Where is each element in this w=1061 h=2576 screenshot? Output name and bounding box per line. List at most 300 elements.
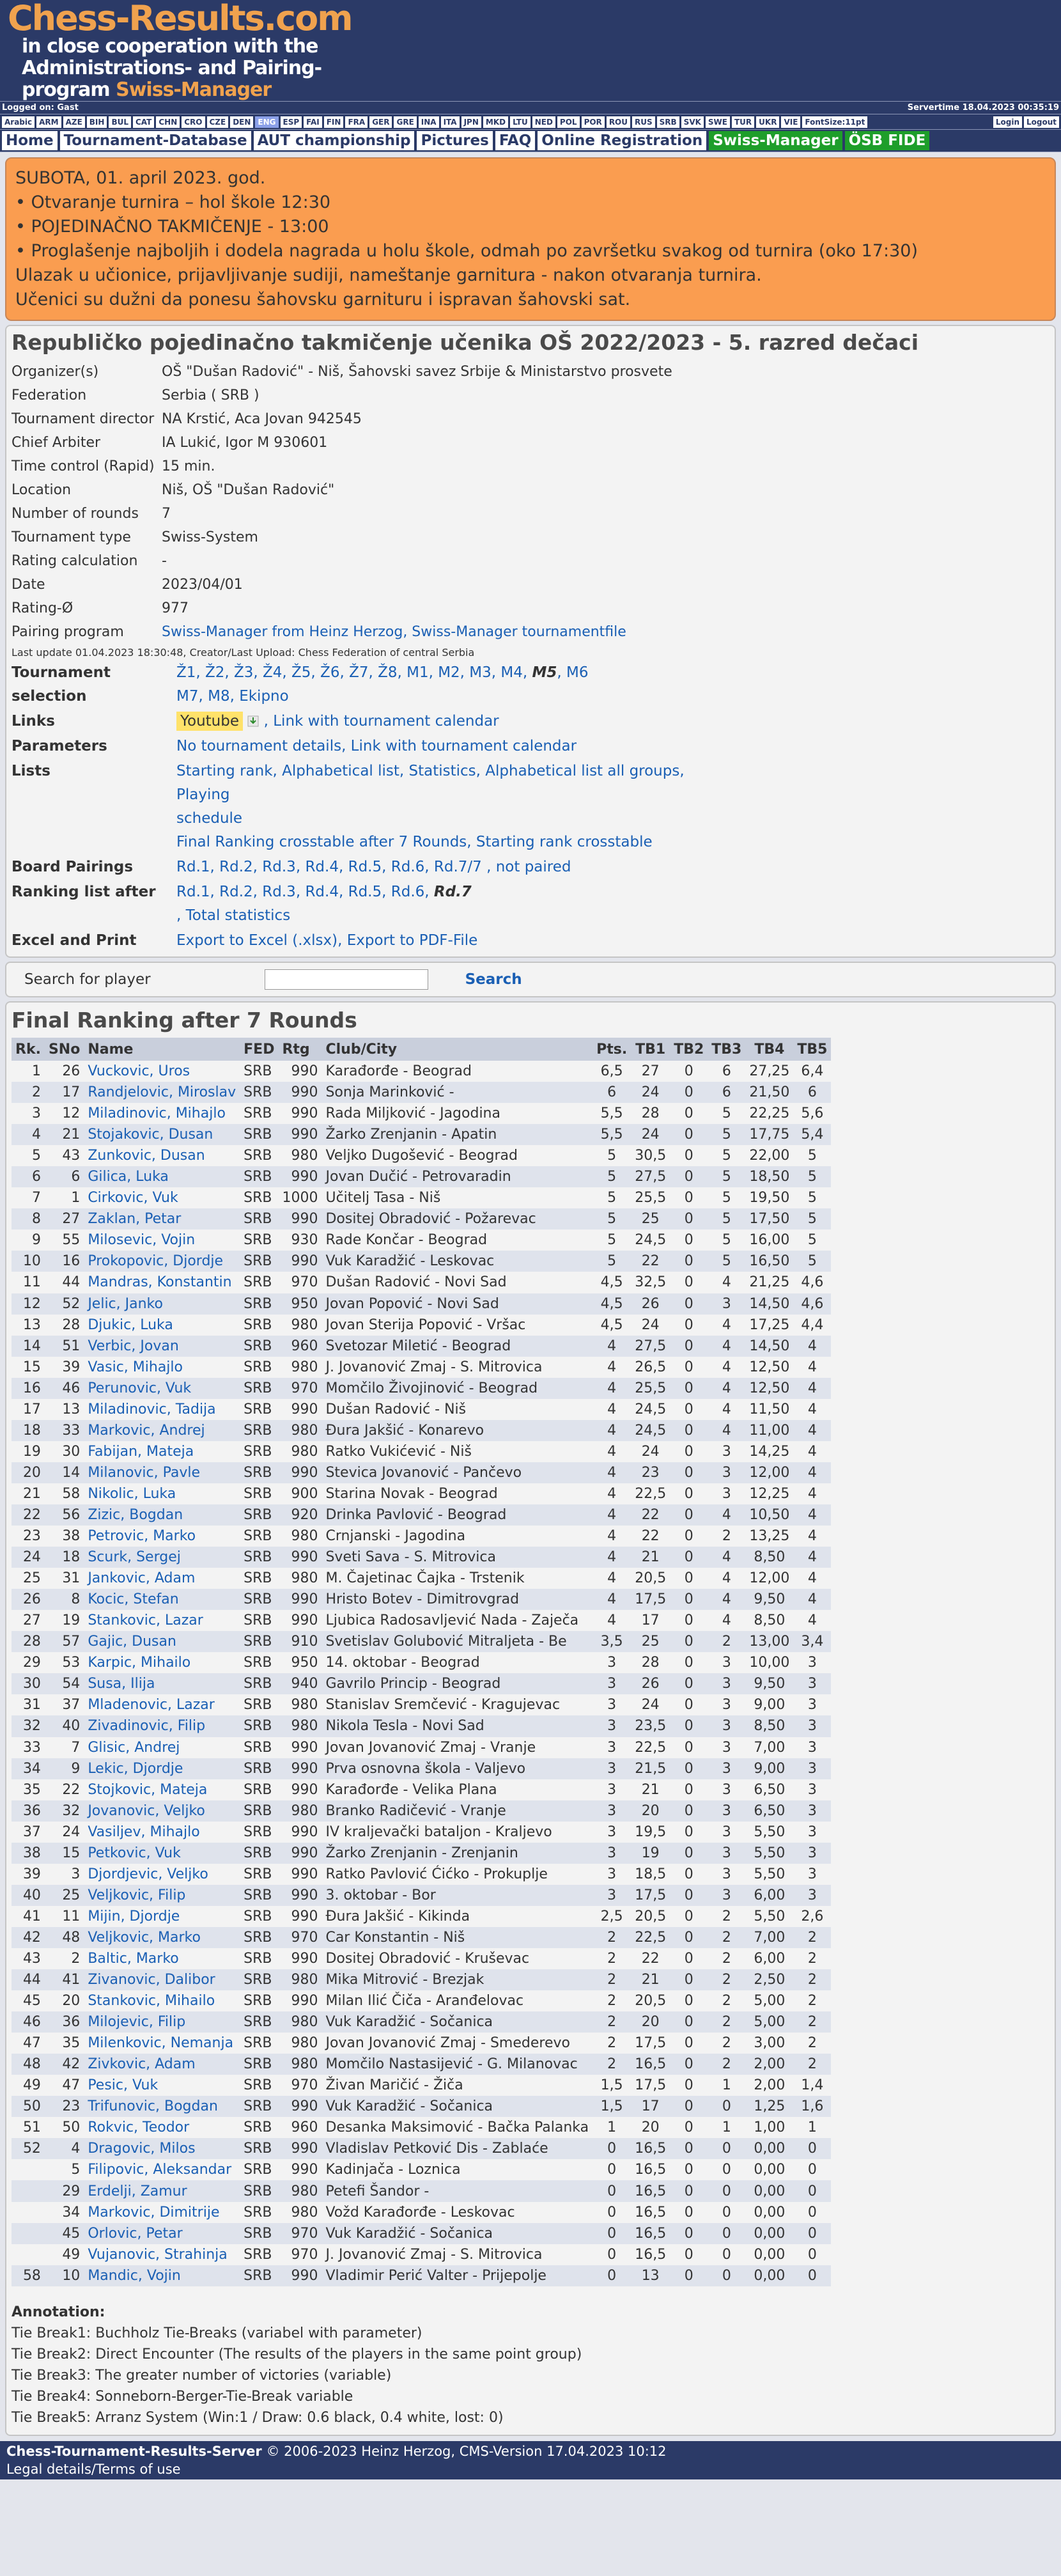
player-name-link[interactable]: Stankovic, Mihailo (88, 1993, 215, 2010)
table-row (12, 1208, 831, 1229)
player-name-link[interactable]: Milojevic, Filip (84, 2011, 240, 2033)
cell-tb4: 5,50 (754, 1823, 786, 1840)
player-name-link[interactable]: Milenkovic, Nemanja (88, 2035, 234, 2052)
column-header-sno[interactable]: SNo (45, 1038, 84, 1061)
player-name-link[interactable]: Zizic, Bogdan (84, 1504, 240, 1526)
cell-rtg: 990 (278, 2096, 321, 2117)
player-name-link[interactable]: Miladinovic, Mihajlo (88, 1105, 226, 1122)
player-name-link[interactable]: Fabijan, Mateja (88, 1443, 194, 1460)
info-label: Federation (12, 387, 87, 403)
cell-pts: 2 (607, 1950, 617, 1967)
language-gre[interactable]: GRE (394, 116, 416, 128)
table-row (12, 2244, 831, 2265)
cell-pts: 2 (592, 2011, 631, 2033)
language-srb[interactable]: SRB (657, 116, 679, 128)
tournament-selection-link-list2[interactable]: M7, M8, Ekipno (176, 688, 289, 705)
table-row (12, 2033, 831, 2054)
cell-tb1: 30,5 (635, 1148, 667, 1164)
column-header-fed[interactable]: FED (240, 1038, 278, 1061)
cell-rtg: 990 (278, 2138, 321, 2159)
table-row (12, 1145, 831, 1166)
cell-tb5: 4 (807, 1485, 817, 1502)
cell-tb4: 2,00 (754, 2077, 786, 2094)
column-header-tb4[interactable]: TB4 (745, 1038, 793, 1061)
cell-sno: 47 (62, 2077, 81, 2094)
table-row (12, 1462, 831, 1483)
cell-tb3: 3 (722, 1739, 731, 1756)
cell-tb1: 21 (631, 1969, 670, 1990)
language-ger[interactable]: GER (369, 116, 392, 128)
player-name-link[interactable]: Erdelji, Zamur (84, 2180, 240, 2201)
language-rou[interactable]: ROU (607, 116, 630, 128)
player-name-link[interactable]: Milanovic, Pavle (84, 1462, 240, 1483)
cell-fed: SRB (244, 1063, 272, 1080)
cell-sno: 1 (71, 1190, 81, 1206)
cell-fed: SRB (240, 2265, 278, 2286)
language-fontsize11pt[interactable]: FontSize:11pt (802, 116, 867, 128)
cell-tb3: 4 (722, 1570, 731, 1587)
language-arabic[interactable]: Arabic (2, 116, 35, 128)
cell-rtg: 990 (291, 1401, 318, 1417)
player-name-link[interactable]: Mandic, Vojin (84, 2265, 240, 2286)
table-row (12, 1547, 831, 1568)
column-header-name[interactable]: Name (84, 1038, 240, 1061)
column-header-tb3[interactable]: TB3 (708, 1038, 745, 1061)
cell-rk: 12 (12, 1293, 45, 1315)
cell-tb1: 26,5 (635, 1359, 667, 1375)
search-button[interactable]: Search (465, 971, 522, 988)
cell-fed: SRB (240, 1293, 278, 1315)
cell-sno: 55 (62, 1232, 81, 1249)
cell-tb5: 2 (807, 2035, 817, 2052)
cell-tb2: 0 (684, 1781, 693, 1798)
cell-tb2: 0 (670, 1124, 708, 1145)
cell-sno: 35 (62, 2035, 81, 2052)
cell-rk: 25 (22, 1570, 41, 1587)
cell-rtg: 990 (291, 1823, 318, 1840)
cell-rk: 5 (31, 1148, 41, 1164)
cell-clubcity: Nikola Tesla - Novi Sad (321, 1715, 592, 1737)
language-fai[interactable]: FAI (304, 116, 322, 128)
cell-fed: SRB (240, 1462, 278, 1483)
cell-sno: 45 (45, 2223, 84, 2244)
menu-swiss-manager[interactable]: Swiss-Manager (709, 131, 842, 150)
player-name-link[interactable]: Vujanovic, Strahinja (88, 2246, 228, 2263)
links-row (12, 710, 1049, 733)
player-name-link[interactable]: Dragovic, Milos (84, 2138, 240, 2159)
cell-fed: SRB (244, 1993, 272, 2010)
player-name-link[interactable]: Zivkovic, Adam (84, 2054, 240, 2075)
cell-sno: 4 (45, 2138, 84, 2159)
cell-pts: 2 (607, 1993, 617, 2010)
cell-tb2: 0 (670, 1547, 708, 1568)
language-ita[interactable]: ITA (441, 116, 460, 128)
cell-rk: 19 (22, 1443, 41, 1460)
cell-sno: 20 (62, 1993, 81, 2010)
tournament-notice (5, 157, 1056, 321)
table-row (12, 1990, 831, 2011)
menu-pictures[interactable]: Pictures (417, 131, 492, 150)
cell-pts: 4 (592, 1462, 631, 1483)
cell-tb3: 2 (722, 1528, 731, 1545)
cell-fed: SRB (244, 2162, 272, 2178)
tournament-selection-link-list[interactable]: Ž1, Ž2, Ž3, Ž4, Ž5, Ž6, Ž7, Ž8, M1, M2, M3, M4, (176, 664, 532, 681)
cell-clubcity: Đura Jakšić - Kikinda (325, 1908, 470, 1924)
logo-line2: Administrations- and Pairing- (22, 57, 322, 79)
logged-on-status: Logged on: Gast (2, 103, 79, 113)
menu-home[interactable]: Home (2, 131, 58, 150)
table-row (12, 1737, 831, 1758)
cell-sno: 10 (45, 2265, 84, 2286)
annotation-lines (12, 2323, 1049, 2428)
table-row (12, 1800, 831, 1822)
cell-fed: SRB (244, 1739, 272, 1756)
cell-rk: 6 (12, 1166, 45, 1187)
cell-tb4: 10,00 (749, 1655, 790, 1671)
cell-clubcity: Svetislav Golubović Mitraljeta - Be (321, 1631, 592, 1652)
cell-tb2: 0 (670, 2265, 708, 2286)
cell-rtg: 990 (278, 2265, 321, 2286)
cell-clubcity: Vladimir Perić Valter - Prijepolje (321, 2265, 592, 2286)
player-name-link[interactable]: Markovic, Andrej (84, 1420, 240, 1441)
language-rus[interactable]: RUS (632, 116, 655, 128)
table-row (12, 2223, 831, 2244)
cell-clubcity: Karađorđe - Velika Plana (325, 1781, 497, 1798)
cell-clubcity: Žarko Zrenjanin - Zrenjanin (321, 1843, 592, 1864)
cell-rtg: 980 (291, 1443, 318, 1460)
player-name-link[interactable]: Zunkovic, Dusan (88, 1148, 205, 1164)
ranking-table-header (12, 1038, 831, 1061)
cell-rtg: 980 (291, 2204, 318, 2221)
info-row (12, 502, 1049, 526)
lists-link-line2[interactable]: schedule (176, 810, 243, 827)
player-name-link[interactable]: Stankovic, Lazar (88, 1612, 203, 1629)
language-ina[interactable]: INA (419, 116, 439, 128)
cell-sno: 44 (62, 1274, 81, 1291)
player-name-link[interactable]: Zaklan, Petar (84, 1208, 240, 1229)
cell-tb5: 0 (807, 2246, 817, 2263)
cell-tb1: 27,5 (631, 1336, 670, 1357)
player-name-link[interactable]: Milosevic, Vojin (88, 1232, 196, 1249)
cell-rtg: 990 (278, 1758, 321, 1779)
cell-tb4: 1,25 (745, 2096, 793, 2117)
player-name-link[interactable]: Cirkovic, Vuk (88, 1190, 178, 1206)
player-name-link[interactable]: Randjelovic, Miroslav (84, 1082, 240, 1103)
player-name-link[interactable]: Veljkovic, Marko (84, 1927, 240, 1948)
search-input[interactable] (265, 969, 428, 990)
logo-brand: Swiss-Manager (116, 79, 272, 101)
cell-pts: 3 (592, 1885, 631, 1906)
player-name-link[interactable]: Vuckovic, Uros (88, 1063, 190, 1080)
cell-sno: 37 (62, 1697, 81, 1713)
table-row (12, 2011, 831, 2033)
cell-fed: SRB (244, 2204, 272, 2221)
info-value: 977 (162, 600, 189, 616)
cell-tb5: 4 (807, 1359, 817, 1375)
cell-tb4: 21,50 (745, 1082, 793, 1103)
cell-tb2: 0 (670, 1589, 708, 1610)
player-name-link[interactable]: Stojakovic, Dusan (84, 1124, 240, 1145)
search-label: Search for player (24, 971, 151, 988)
player-name-link[interactable]: Nikolic, Luka (88, 1485, 176, 1502)
table-row (12, 1758, 831, 1779)
cell-tb4: 7,00 (745, 1927, 793, 1948)
cell-fed: SRB (244, 1190, 272, 1206)
ranking-rounds-links[interactable]: Rd.1, Rd.2, Rd.3, Rd.4, Rd.5, Rd.6, (176, 884, 434, 900)
language-mkd[interactable]: MKD (483, 116, 508, 128)
crosstable-links[interactable]: Final Ranking crosstable after 7 Rounds, Starting rank crosstable (176, 834, 653, 850)
language-cze[interactable]: CZE (207, 116, 229, 128)
player-name-link[interactable]: Vasic, Mihajlo (88, 1359, 183, 1375)
language-tur[interactable]: TUR (732, 116, 754, 128)
player-name-link[interactable]: Djordjevic, Veljko (88, 1866, 208, 1882)
cell-clubcity: Rade Končar - Beograd (325, 1232, 488, 1249)
export-links[interactable]: Export to Excel (.xlsx), Export to PDF-File (176, 932, 478, 949)
cell-sno: 3 (71, 1866, 81, 1882)
language-ltu[interactable]: LTU (510, 116, 530, 128)
cell-tb2: 0 (684, 1570, 693, 1587)
menu-faq[interactable]: FAQ (495, 131, 535, 150)
tournament-selection-link-m6[interactable]: , M6 (557, 664, 589, 681)
column-header-tb1[interactable]: TB1 (631, 1038, 670, 1061)
player-name-link[interactable]: Orlovic, Petar (84, 2223, 240, 2244)
player-name-link[interactable]: Petkovic, Vuk (84, 1843, 240, 1864)
language-bar (0, 114, 1061, 129)
language-vie[interactable]: VIE (781, 116, 800, 128)
cell-sno: 39 (62, 1359, 81, 1375)
table-row (12, 1843, 831, 1864)
cell-pts: 4 (607, 1528, 617, 1545)
cell-rk: 47 (22, 2035, 41, 2052)
language-por[interactable]: POR (582, 116, 605, 128)
cell-pts: 3,5 (592, 1631, 631, 1652)
cell-rk: 20 (12, 1462, 45, 1483)
cell-tb3: 4 (722, 1612, 731, 1629)
cell-tb5: 3 (793, 1715, 831, 1737)
player-name-link[interactable]: Pesic, Vuk (88, 2077, 159, 2094)
table-row (12, 1927, 831, 1948)
cell-pts: 0 (592, 2265, 631, 2286)
cell-rk: 40 (12, 1885, 45, 1906)
language-cro[interactable]: CRO (182, 116, 205, 128)
tournament-title: Republičko pojedinačno takmičenje učenika OŠ 2022/2023 - 5. razred dečaci (12, 330, 919, 355)
parameters-links[interactable]: No tournament details, Link with tournament calendar (176, 738, 577, 754)
cell-rtg: 990 (278, 1251, 321, 1272)
column-header-tb5[interactable]: TB5 (793, 1038, 831, 1061)
language-cat[interactable]: CAT (133, 116, 154, 128)
lists-link-line1[interactable]: Starting rank, Alphabetical list, Statistics, Alphabetical list all groups, Playing (176, 763, 685, 803)
cell-rtg: 940 (278, 1673, 321, 1694)
menu--sb-fide[interactable]: ÖSB FIDE (845, 131, 930, 150)
player-name-link[interactable]: Susa, Ilija (84, 1673, 240, 1694)
cell-sno: 8 (45, 1589, 84, 1610)
cell-pts: 1,5 (600, 2077, 623, 2094)
lists-links (176, 760, 713, 831)
cell-rk: 37 (22, 1823, 41, 1840)
cell-tb3: 5 (708, 1251, 745, 1272)
player-name-link[interactable]: Prokopovic, Djordje (84, 1251, 240, 1272)
cell-tb1: 26 (631, 1673, 670, 1694)
player-name-link[interactable]: Jovanovic, Veljko (84, 1800, 240, 1822)
language-eng[interactable]: ENG (255, 116, 278, 128)
player-name-link[interactable]: Djukic, Luka (88, 1316, 173, 1333)
cell-rtg: 990 (291, 1950, 318, 1967)
cell-sno: 31 (62, 1570, 81, 1587)
player-name-link[interactable]: Karpic, Mihailo (88, 1655, 191, 1671)
cell-tb5: 2,6 (801, 1908, 824, 1924)
player-name-link[interactable]: Glisic, Andrej (88, 1739, 180, 1756)
player-name-link[interactable]: Scurk, Sergej (84, 1547, 240, 1568)
annotation-line: Tie Break2: Direct Encounter (The results of the players in the same point group) (12, 2346, 582, 2362)
language-arm[interactable]: ARM (36, 116, 61, 128)
cell-tb4: 13,25 (749, 1528, 790, 1545)
youtube-link[interactable]: Youtube (176, 712, 243, 731)
cell-pts: 4 (607, 1443, 617, 1460)
player-name-link[interactable]: Mladenovic, Lazar (88, 1697, 215, 1713)
cell-pts: 3 (592, 1800, 631, 1822)
language-chn[interactable]: CHN (156, 116, 180, 128)
cell-tb3: 6 (708, 1082, 745, 1103)
cell-fed: SRB (240, 1082, 278, 1103)
cell-clubcity: Vladislav Petković Dis - Zablaće (321, 2138, 592, 2159)
language-bul[interactable]: BUL (109, 116, 131, 128)
logout-link[interactable]: Logout (1024, 116, 1059, 128)
board-pairings-links[interactable]: Rd.1, Rd.2, Rd.3, Rd.4, Rd.5, Rd.6, Rd.7/7 , not paired (176, 859, 571, 875)
player-name-link[interactable]: Mandras, Konstantin (88, 1274, 232, 1291)
cell-clubcity: Sveti Sava - S. Mitrovica (321, 1547, 592, 1568)
cell-rtg: 980 (278, 1420, 321, 1441)
cell-tb2: 0 (670, 1336, 708, 1357)
cell-tb5: 3 (807, 1781, 817, 1798)
player-name-link[interactable]: Jelic, Janko (84, 1293, 240, 1315)
language-ned[interactable]: NED (532, 116, 555, 128)
cell-tb1: 16,5 (635, 2204, 667, 2221)
column-header-rk[interactable]: Rk. (12, 1038, 45, 1061)
pairing-program-link[interactable]: Swiss-Manager from Heinz Herzog, Swiss-Manager tournamentfile (162, 624, 626, 640)
column-header-rtg[interactable]: Rtg (278, 1038, 321, 1061)
cell-tb3: 3 (708, 1885, 745, 1906)
cell-tb3: 5 (708, 1166, 745, 1187)
site-logo[interactable] (8, 1, 352, 101)
player-name-link[interactable]: Stojkovic, Mateja (88, 1781, 208, 1798)
cell-clubcity: 14. oktobar - Beograd (325, 1655, 480, 1671)
player-name-link[interactable]: Miladinovic, Tadija (88, 1401, 216, 1417)
cell-rk: 29 (22, 1655, 41, 1671)
player-name-link[interactable]: Markovic, Dimitrije (88, 2204, 220, 2221)
cell-tb2: 0 (684, 1950, 693, 1967)
player-name-link[interactable]: Veljkovic, Filip (84, 1885, 240, 1906)
player-name-link[interactable]: Perunovic, Vuk (84, 1378, 240, 1399)
cell-fed: SRB (240, 1124, 278, 1145)
player-name-link[interactable]: Mijin, Djordje (88, 1908, 180, 1924)
download-icon[interactable] (247, 715, 259, 727)
player-name-link[interactable]: Jankovic, Adam (88, 1570, 196, 1587)
language-fin[interactable]: FIN (324, 116, 344, 128)
player-name-link[interactable]: Trifunovic, Bogdan (84, 2096, 240, 2117)
cell-tb1: 21 (641, 1781, 660, 1798)
cell-rtg: 990 (278, 1885, 321, 1906)
language-esp[interactable]: ESP (281, 116, 302, 128)
cell-rtg: 990 (291, 2162, 318, 2178)
cell-tb3: 2 (722, 1993, 731, 2010)
cell-tb1: 19 (631, 1843, 670, 1864)
info-label: Rating calculation (12, 553, 138, 569)
cell-tb2: 0 (670, 1673, 708, 1694)
total-statistics-link[interactable]: , Total statistics (176, 907, 291, 924)
language-swe[interactable]: SWE (706, 116, 730, 128)
cell-tb5: 0 (793, 2265, 831, 2286)
player-name-link[interactable]: Baltic, Marko (88, 1950, 179, 1967)
footer-legal-link[interactable]: Legal details/Terms of use (6, 2461, 181, 2477)
menu-aut-championship[interactable]: AUT championship (254, 131, 415, 150)
language-svk[interactable]: SVK (681, 116, 704, 128)
table-row (12, 2138, 831, 2159)
player-name-link[interactable]: Petrovic, Marko (88, 1528, 196, 1545)
menu-tournament-database[interactable]: Tournament-Database (60, 131, 251, 150)
column-header-tb2[interactable]: TB2 (670, 1038, 708, 1061)
cell-clubcity: Đura Jakšić - Konarevo (321, 1420, 592, 1441)
cell-sno: 32 (45, 1800, 84, 1822)
calendar-link[interactable]: , Link with tournament calendar (263, 713, 499, 730)
cell-tb1: 22 (641, 1528, 660, 1545)
cell-fed: SRB (244, 2119, 272, 2136)
cell-tb4: 0,00 (754, 2204, 786, 2221)
language-ukr[interactable]: UKR (756, 116, 779, 128)
cell-tb4: 12,50 (745, 1378, 793, 1399)
player-name-link[interactable]: Vasiljev, Mihajlo (88, 1823, 200, 1840)
cell-pts: 0 (592, 2223, 631, 2244)
cell-clubcity: Rada Miljković - Jagodina (325, 1105, 500, 1122)
cell-clubcity: J. Jovanović Zmaj - S. Mitrovica (325, 2246, 543, 2263)
language-aze[interactable]: AZE (63, 116, 85, 128)
player-name-link[interactable]: Verbic, Jovan (84, 1336, 240, 1357)
table-row (12, 1568, 831, 1589)
cell-tb2: 0 (684, 1697, 693, 1713)
cell-sno: 6 (45, 1166, 84, 1187)
player-name-link[interactable]: Gilica, Luka (84, 1166, 240, 1187)
cell-sno: 19 (62, 1612, 81, 1629)
info-value: Swiss-System (162, 529, 258, 545)
language-pol[interactable]: POL (557, 116, 580, 128)
table-row (12, 1969, 831, 1990)
login-link[interactable]: Login (993, 116, 1022, 128)
cell-tb4: 14,50 (745, 1293, 793, 1315)
menu-online-registration[interactable]: Online Registration (538, 131, 706, 150)
cell-tb1: 24 (641, 1697, 660, 1713)
language-fra[interactable]: FRA (345, 116, 368, 128)
column-header-clubcity[interactable]: Club/City (321, 1038, 592, 1061)
player-name-link[interactable]: Filipovic, Aleksandar (88, 2162, 232, 2178)
player-name-link[interactable]: Lekic, Djordje (84, 1758, 240, 1779)
player-name-link[interactable]: Zivanovic, Dalibor (84, 1969, 240, 1990)
table-row (12, 2075, 831, 2096)
cell-tb2: 0 (684, 2162, 693, 2178)
cell-rtg: 990 (278, 1547, 321, 1568)
column-header-pts[interactable]: Pts. (592, 1038, 631, 1061)
player-name-link[interactable]: Rokvic, Teodor (88, 2119, 190, 2136)
language-jpn[interactable]: JPN (461, 116, 481, 128)
player-name-link[interactable]: Gajic, Dusan (84, 1631, 240, 1652)
cell-fed: SRB (240, 2180, 278, 2201)
language-den[interactable]: DEN (230, 116, 253, 128)
player-name-link[interactable]: Kocic, Stefan (84, 1589, 240, 1610)
player-name-link[interactable]: Zivadinovic, Filip (84, 1715, 240, 1737)
cell-sno: 12 (62, 1105, 81, 1122)
cell-tb2: 0 (684, 2035, 693, 2052)
cell-tb2: 0 (684, 1274, 693, 1291)
language-bih[interactable]: BIH (87, 116, 107, 128)
cell-tb1: 21,5 (631, 1758, 670, 1779)
